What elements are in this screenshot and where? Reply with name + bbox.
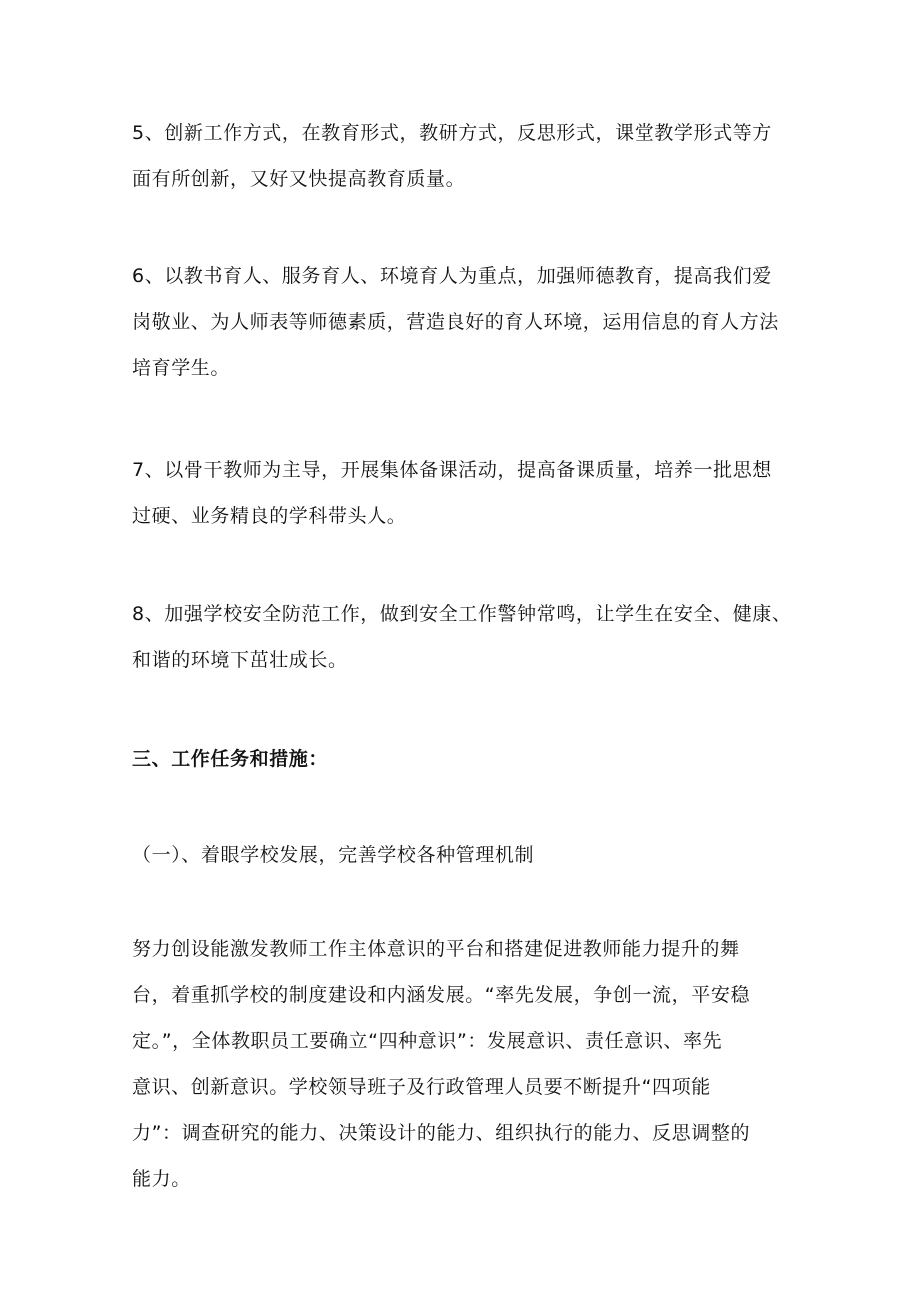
text-line: 6、以教书育人、服务育人、环境育人为重点，加强师德教育，提高我们爱 [132, 265, 772, 287]
text-line: 意识、创新意识。学校领导班子及行政管理人员要不断提升“四项能 [132, 1076, 711, 1098]
text-line: 7、以骨干教师为主导，开展集体备课活动，提高备课质量，培养一批思想 [132, 459, 772, 481]
text-line: 5、创新工作方式，在教育形式，教研方式，反思形式，课堂教学形式等方 [132, 122, 772, 144]
item-7-paragraph [132, 447, 832, 539]
subsection-heading-text: （一）、着眼学校发展，完善学校各种管理机制 [132, 844, 535, 866]
text-line: 台，着重抓学校的制度建设和内涵发展。“率先发展，争创一流，平安稳 [132, 984, 751, 1006]
text-line: 岗敬业、为人师表等师德素质，营造良好的育人环境，运用信息的育人方法 [132, 311, 779, 333]
body-paragraph [132, 926, 832, 1202]
section-heading-text: 三、工作任务和措施： [132, 748, 329, 770]
text-line: 面有所创新，又好又快提高教育质量。 [132, 168, 466, 190]
text-line: 8、加强学校安全防范工作，做到安全工作警钟常鸣，让学生在安全、健康、 [132, 603, 792, 625]
text-line: 力”：调查研究的能力、决策设计的能力、组织执行的能力、反思调整的 [132, 1122, 751, 1144]
text-line: 努力创设能激发教师工作主体意识的平台和搭建促进教师能力提升的舞 [132, 938, 740, 960]
text-line: 过硬、业务精良的学科带头人。 [132, 505, 407, 527]
text-line: 和谐的环境下茁壮成长。 [132, 649, 348, 671]
item-6-paragraph [132, 253, 832, 391]
text-line: 培育学生。 [132, 357, 231, 379]
item-5-paragraph [132, 110, 832, 202]
item-8-paragraph [132, 591, 832, 683]
section-heading [132, 736, 832, 782]
subsection-heading [132, 832, 832, 878]
text-line: 定。”，全体教职员工要确立“四种意识”：发展意识、责任意识、率先 [132, 1030, 723, 1052]
text-line: 能力。 [132, 1168, 191, 1190]
